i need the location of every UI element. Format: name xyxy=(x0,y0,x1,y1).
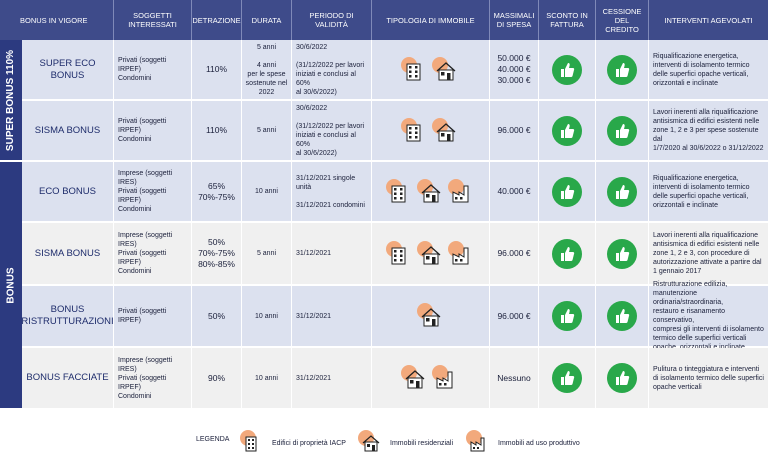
table-row xyxy=(22,286,768,348)
thumbs-up-icon xyxy=(552,301,582,331)
detrazione-cell: 65% 70%-75% xyxy=(192,162,242,223)
immobili-residenziali-icon xyxy=(432,57,460,83)
immobili-residenziali-icon xyxy=(417,241,445,267)
periodo-cell: 31/12/2021 xyxy=(292,348,372,410)
group-bonus xyxy=(0,162,22,410)
periodo-cell: 31/12/2021 xyxy=(292,223,372,286)
interventi-cell: Lavori inerenti alla riqualificazione antisismica di edifici esistenti nelle zone 1, 2 e 3, con procedure di autorizzazione attivate a partire dal 1 gennaio 2017 xyxy=(649,223,768,286)
edifici-iacp-icon xyxy=(386,179,414,205)
durata-cell: 10 anni xyxy=(242,286,292,348)
periodo-cell: 31/12/2021 xyxy=(292,286,372,348)
legend-iacp xyxy=(240,430,346,456)
immobili-residenziali-icon xyxy=(417,303,445,329)
detrazione-cell: 50% xyxy=(192,286,242,348)
cessione-cell xyxy=(596,348,649,410)
interventi-cell: Riqualificazione energetica, interventi di isolamento termico delle superfici opache verticali, orizzontali e inclinate xyxy=(649,162,768,223)
immobili-produttivi-icon xyxy=(432,365,460,391)
thumbs-up-icon xyxy=(607,55,637,85)
cessione-cell xyxy=(596,40,649,101)
massimali-cell: 96.000 € xyxy=(490,223,539,286)
soggetti-cell: Privati (soggetti IRPEF) Condomini xyxy=(114,101,192,162)
periodo-cell: 30/6/2022 (31/12/2022 per lavori iniziati e conclusi al 60% al 30/6/2022) xyxy=(292,101,372,162)
tipologia-cell xyxy=(372,286,490,348)
bonus-name: SISMA BONUS xyxy=(22,223,114,286)
immobili-produttivi-icon xyxy=(448,241,476,267)
cessione-cell xyxy=(596,286,649,348)
detrazione-cell: 110% xyxy=(192,101,242,162)
massimali-cell: 40.000 € xyxy=(490,162,539,223)
header-periodo: PERIODO DI VALIDITÀ xyxy=(292,0,372,40)
bonus-name: SUPER ECO BONUS xyxy=(22,40,114,101)
soggetti-cell: Privati (soggetti IRPEF) Condomini xyxy=(114,40,192,101)
legend-title: LEGENDA xyxy=(196,436,230,443)
interventi-cell: manutenzione ordinaria/straordinaria, restauro e risanamento conservativo, compresi gli interventi di isolamento termico delle superfici verticali xyxy=(649,286,768,348)
thumbs-up-icon xyxy=(552,116,582,146)
detrazione-cell: 110% xyxy=(192,40,242,101)
header-sconto: SCONTO IN FATTURA xyxy=(539,0,596,40)
header-massimali: MASSIMALI DI SPESA xyxy=(490,0,539,40)
massimali-cell: 96.000 € xyxy=(490,286,539,348)
sconto-cell xyxy=(539,40,596,101)
periodo-cell: 31/12/2021 singole unità 31/12/2021 condomini xyxy=(292,162,372,223)
immobili-residenziali-icon xyxy=(432,118,460,144)
header-bonus: BONUS IN VIGORE xyxy=(0,0,114,40)
header-tipologia: TIPOLOGIA DI IMMOBILE xyxy=(372,0,490,40)
tipologia-cell xyxy=(372,40,490,101)
massimali-cell: 96.000 € xyxy=(490,101,539,162)
bonus-name: ECO BONUS xyxy=(22,162,114,223)
immobili-residenziali-icon xyxy=(401,365,429,391)
group-superbonus xyxy=(0,40,22,162)
cessione-cell xyxy=(596,162,649,223)
tipologia-cell xyxy=(372,223,490,286)
header-detrazione: DETRAZIONE xyxy=(192,0,242,40)
legend-residenziali xyxy=(358,430,453,456)
header-interventi: INTERVENTI AGEVOLATI xyxy=(649,0,768,40)
massimali-cell: 50.000 € 40.000 € 30.000 € xyxy=(490,40,539,101)
legend-residenziali-label: Immobili residenziali xyxy=(390,439,454,447)
sconto-cell xyxy=(539,286,596,348)
table-row xyxy=(22,348,768,410)
massimali-cell: Nessuno xyxy=(490,348,539,410)
edifici-iacp-icon xyxy=(401,118,429,144)
immobili-produttivi-icon xyxy=(466,430,494,456)
sconto-cell xyxy=(539,223,596,286)
periodo-cell: 30/6/2022 (31/12/2022 per lavori iniziati e conclusi al 60% al 30/6/2022) xyxy=(292,40,372,101)
edifici-iacp-icon xyxy=(401,57,429,83)
tipologia-cell xyxy=(372,348,490,410)
bonus-name: BONUS RISTRUTTURAZIONI xyxy=(22,286,114,348)
immobili-residenziali-icon xyxy=(358,430,386,456)
edifici-iacp-icon xyxy=(240,430,268,456)
thumbs-up-icon xyxy=(607,116,637,146)
thumbs-up-icon xyxy=(552,363,582,393)
bonus-name: BONUS FACCIATE xyxy=(22,348,114,410)
thumbs-up-icon xyxy=(552,55,582,85)
soggetti-cell: Imprese (soggetti IRES) Privati (soggetti IRPEF) Condomini xyxy=(114,348,192,410)
cessione-cell xyxy=(596,101,649,162)
interventi-cell: Pulitura o tinteggiatura e interventi di isolamento termico delle superfici opache verticali xyxy=(649,348,768,410)
immobili-produttivi-icon xyxy=(448,179,476,205)
legend-produttivo xyxy=(466,430,580,456)
interventi-cell: Lavori inerenti alla riqualificazione antisismica di edifici esistenti nelle zone 1, 2 e 3 per spese sostenute dal 1/7/2020 al 30/6/2022 o 31/12/2022 xyxy=(649,101,768,162)
sconto-cell xyxy=(539,101,596,162)
legend xyxy=(0,422,768,461)
detrazione-cell: 50% 70%-75% 80%-85% xyxy=(192,223,242,286)
table-row xyxy=(22,223,768,286)
durata-cell: 10 anni xyxy=(242,162,292,223)
tipologia-cell xyxy=(372,162,490,223)
tipologia-cell xyxy=(372,101,490,162)
cessione-cell xyxy=(596,223,649,286)
edifici-iacp-icon xyxy=(386,241,414,267)
soggetti-cell: Imprese (soggetti IRES) Privati (soggetti IRPEF) Condomini xyxy=(114,162,192,223)
interventi-cell: Riqualificazione energetica, interventi di isolamento termico delle superfici opache verticali, orizzontali e inclinate xyxy=(649,40,768,101)
sconto-cell xyxy=(539,348,596,410)
table-row xyxy=(22,162,768,223)
bonus-name: SISMA BONUS xyxy=(22,101,114,162)
table-row xyxy=(22,40,768,101)
durata-cell: 5 anni xyxy=(242,101,292,162)
detrazione-cell: 90% xyxy=(192,348,242,410)
table-row xyxy=(22,101,768,162)
legend-produttivo-label: Immobili ad uso produttivo xyxy=(498,439,580,447)
soggetti-cell: Privati (soggetti IRPEF) xyxy=(114,286,192,348)
thumbs-up-icon xyxy=(552,239,582,269)
durata-cell: 5 anni 4 anni per le spese sostenute nel 2022 xyxy=(242,40,292,101)
thumbs-up-icon xyxy=(607,301,637,331)
header-durata: DURATA xyxy=(242,0,292,40)
header-soggetti: SOGGETTI INTERESSATI xyxy=(114,0,192,40)
sconto-cell xyxy=(539,162,596,223)
group-bonus-label: BONUS xyxy=(5,266,17,304)
thumbs-up-icon xyxy=(552,177,582,207)
legend-iacp-label: Edifici di proprietà IACP xyxy=(272,439,346,447)
durata-cell: 5 anni xyxy=(242,223,292,286)
durata-cell: 10 anni xyxy=(242,348,292,410)
header-cessione: CESSIONE DEL CREDITO xyxy=(596,0,649,40)
immobili-residenziali-icon xyxy=(417,179,445,205)
thumbs-up-icon xyxy=(607,239,637,269)
group-superbonus-label: SUPER BONUS 110% xyxy=(5,49,17,151)
thumbs-up-icon xyxy=(607,177,637,207)
thumbs-up-icon xyxy=(607,363,637,393)
soggetti-cell: Imprese (soggetti IRES) Privati (soggetti IRPEF) Condomini xyxy=(114,223,192,286)
